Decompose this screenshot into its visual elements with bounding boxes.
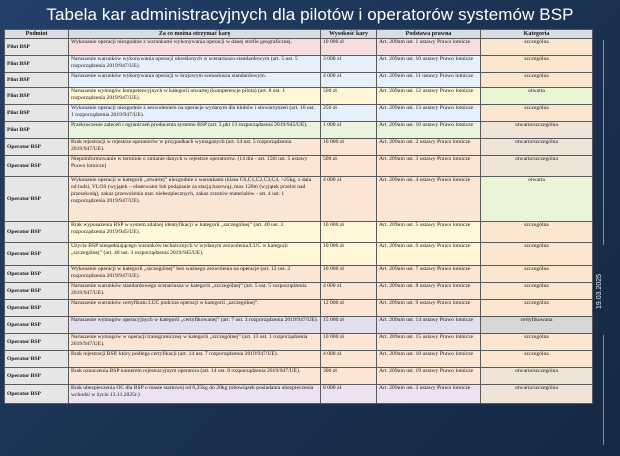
row-subject: Operator BSP <box>5 368 69 385</box>
column-header-subject: Podmiot <box>5 30 69 39</box>
row-legal-basis: Art. 209um ust. 18 ustawy Prawo lotnicze <box>377 351 481 368</box>
table-row <box>5 105 593 122</box>
row-category: otwarta/szczególna <box>481 385 593 404</box>
table-row <box>5 56 593 73</box>
row-legal-basis: Art. 209um ust. 4 ustawy Prawo lotnicze <box>377 177 481 222</box>
row-category: otwarta <box>481 177 593 222</box>
row-category: szczególna <box>481 266 593 283</box>
row-subject: Operator BSP <box>5 156 69 177</box>
row-subject: Pilot BSP <box>5 56 69 73</box>
column-header-legal-basis: Podstawa prawna <box>377 30 481 39</box>
row-subject: Operator BSP <box>5 243 69 266</box>
row-amount: 4 000 zł <box>321 351 377 368</box>
row-legal-basis: Art. 209um ust. 15 ustawy Prawo lotnicze <box>377 334 481 351</box>
row-amount: 4 000 zł <box>321 283 377 300</box>
table-row <box>5 177 593 222</box>
table-row <box>5 334 593 351</box>
row-category: otwarta/szczególna <box>481 368 593 385</box>
row-legal-basis: Art. 209um ust. 11 ustawy Prawo lotnicze <box>377 73 481 88</box>
row-amount: 10 000 zł <box>321 334 377 351</box>
row-category: szczególna <box>481 243 593 266</box>
row-category: szczególna <box>481 300 593 317</box>
row-subject: Operator BSP <box>5 266 69 283</box>
row-subject: Operator BSP <box>5 300 69 317</box>
row-reason: Naruszenie warunków wykonywania operacji określonych w scenariuszu standardowym (art. 5 ust. 5 rozporządzenia 2019/947/UE). <box>69 56 321 73</box>
row-reason: Wykonanie operacji niezgodnie z zezwoleniem na operacje wydanym dla klubów i stowarzyszeń (art. 16 ust. 1 rozporządzenia 2019/947/UE). <box>69 105 321 122</box>
row-reason: Przekroczenie zaleceń i ograniczeń producenta systemu BSP (art. 3 pkt 13 rozporządzenia 2019/945/UE). <box>69 122 321 139</box>
row-category: szczególna <box>481 73 593 88</box>
row-legal-basis: Art. 209um ust. 19 ustawy Prawo lotnicze <box>377 368 481 385</box>
row-reason: Brak ubezpieczenia OC dla BSP o masie startowej od 0,25kg do 20kg (obowiązek posiadania ubezpieczenia wchodzi w życie 13.11.2025r.) <box>69 385 321 404</box>
table-row <box>5 139 593 156</box>
row-reason: Wykonanie operacji w kategorii „otwartej” niezgodnie z warunkami (klasa C0,C1,C2,C3,C4, >25kg, z dala od ludzi, VLOS (wyjątek – obserwator lub podążanie za stacją bazową), max 120m (wyjątek przelot nad przeszkodą), zakaz przewożenia mat. niebezpiecznych, zakaz zrzutów materiałów - art. 4 ust. 1 rozporządzenia 2019/947/UE). <box>69 177 321 222</box>
row-category: otwarta <box>481 88 593 105</box>
row-legal-basis: Art. 209um ust. 16 ustawy Prawo lotnicze <box>377 122 481 139</box>
row-subject: Operator BSP <box>5 177 69 222</box>
table-row <box>5 39 593 56</box>
row-legal-basis: Art. 209um ust. 6 ustawy Prawo lotnicze <box>377 243 481 266</box>
row-category: szczególna <box>481 283 593 300</box>
row-amount: 10 000 zł <box>321 39 377 56</box>
row-amount: 15 000 zł <box>321 317 377 334</box>
row-amount: 4 000 zł <box>321 177 377 222</box>
row-subject: Operator BSP <box>5 222 69 243</box>
row-subject: Pilot BSP <box>5 105 69 122</box>
row-subject: Operator BSP <box>5 283 69 300</box>
row-category: szczególna <box>481 105 593 122</box>
row-category: szczególna <box>481 351 593 368</box>
row-amount: 10 000 zł <box>321 139 377 156</box>
row-reason: Naruszenie wymogów kompetencyjnych w kategorii otwartej (kompetencje pilota) (art. 8 ust. 1 rozporządzenia 2019/947/UE). <box>69 88 321 105</box>
row-subject: Operator BSP <box>5 351 69 368</box>
row-amount: 3 000 zł <box>321 56 377 73</box>
row-subject: Operator BSP <box>5 385 69 404</box>
row-category: otwarta/szczególna <box>481 156 593 177</box>
row-amount: 8 000 zł <box>321 385 377 404</box>
row-category: szczególna <box>481 56 593 73</box>
row-reason: Naruszenie warunków standardowego scenariusza w kategorii „szczególnej” (art. 5 ust. 5 rozporządzenia 2019/947/UE). <box>69 283 321 300</box>
table-row <box>5 243 593 266</box>
row-category: otwarta/szczególna <box>481 139 593 156</box>
row-legal-basis: Art. 209um ust. 7 ustawy Prawo lotnicze <box>377 266 481 283</box>
table-row <box>5 122 593 139</box>
row-legal-basis: Art. 209um ust. 9 ustawy Prawo lotnicze <box>377 300 481 317</box>
row-reason: Naruszenie warunków certyfikatu LUC podczas operacji w kategorii „szczególnej”. <box>69 300 321 317</box>
row-category: szczególna <box>481 39 593 56</box>
row-amount: 250 zł <box>321 105 377 122</box>
table-row <box>5 385 593 404</box>
row-subject: Operator BSP <box>5 317 69 334</box>
row-category: otwarta/szczególna <box>481 122 593 139</box>
table-body <box>5 39 593 404</box>
row-amount: 300 zł <box>321 368 377 385</box>
table-row <box>5 351 593 368</box>
row-category: szczególna <box>481 334 593 351</box>
row-reason: Naruszenie wymogów operacyjnych w kategorii „certyfikowanej” (art. 7 ust. 3 rozporządzenia 2019/947/UE). <box>69 317 321 334</box>
row-amount: 1 000 zł <box>321 122 377 139</box>
table-row <box>5 300 593 317</box>
table-row <box>5 368 593 385</box>
table-row <box>5 156 593 177</box>
column-header-category: Kategoria <box>481 30 593 39</box>
row-legal-basis: Art. 209um ust. 14 ustawy Prawo lotnicze <box>377 317 481 334</box>
side-divider-top <box>603 40 604 245</box>
row-amount: 12 000 zł <box>321 300 377 317</box>
row-amount: 4 000 zł <box>321 73 377 88</box>
table-row <box>5 88 593 105</box>
row-reason: Niepoinformowanie w terminie o zmianie danych w rejestrze operatorów. (14 dni - art. 156l ust. 5 ustawy Prawo lotnicze) <box>69 156 321 177</box>
row-legal-basis: Art. 209um ust. 2 ustawy Prawo lotnicze <box>377 139 481 156</box>
penalties-table <box>4 29 593 404</box>
table-row <box>5 222 593 243</box>
row-legal-basis: Art. 209um ust. 3 ustawy Prawo lotnicze <box>377 156 481 177</box>
row-reason: Użycie BSP niespełniającego warunków technicznych w wydanym zezwoleniu/LUC w kategorii „szczególnej” (art. 40 ust. 3 rozporządzenia 2019/945/UE). <box>69 243 321 266</box>
row-legal-basis: Art. 209um ust. 3 ustawy Prawo lotnicze <box>377 385 481 404</box>
row-subject: Pilot BSP <box>5 73 69 88</box>
table-row <box>5 283 593 300</box>
row-reason: Wykonanie operacji w kategorii „szczególnej” bez ważnego zezwolenia na operacje (art. 12 ust. 2 rozporządzenia 2019/947/UE). <box>69 266 321 283</box>
row-legal-basis: Art. 209um ust. 8 ustawy Prawo lotnicze <box>377 283 481 300</box>
table-row <box>5 73 593 88</box>
row-subject: Pilot BSP <box>5 88 69 105</box>
row-reason: Brak rejestracji BSP, który podlega certyfikacji (art. 14 ust. 7 rozporządzenia 2019/947/UE). <box>69 351 321 368</box>
table-row <box>5 266 593 283</box>
table-row <box>5 317 593 334</box>
row-amount: 10 000 zł <box>321 243 377 266</box>
row-legal-basis: Art. 209um ust. 12 ustawy Prawo lotnicze <box>377 88 481 105</box>
row-reason: Wykonanie operacji niezgodnie z warunkami wykonywania operacji w danej strefie geograficznej. <box>69 39 321 56</box>
row-reason: Naruszenie wymogów w operacji transgranicznej w kategorii „szczególnej” (art. 13 ust. 1 rozporządzenia 2019/947/UE). <box>69 334 321 351</box>
row-legal-basis: Art. 209um ust. 13 ustawy Prawo lotnicze <box>377 105 481 122</box>
row-amount: 500 zł <box>321 156 377 177</box>
row-amount: 10 000 zł <box>321 266 377 283</box>
row-reason: Naruszenie warunków wykonywania operacji w krajowym scenariuszu standardowym. <box>69 73 321 88</box>
side-divider-bottom <box>603 335 604 445</box>
row-legal-basis: Art. 209um ust. 10 ustawy Prawo lotnicze <box>377 56 481 73</box>
row-legal-basis: Art. 209um ust. 5 ustawy Prawo lotnicze <box>377 222 481 243</box>
row-subject: Operator BSP <box>5 139 69 156</box>
row-reason: Brak oznaczenia BSP numerem rejestracyjnym operatora (art. 14 ust. 8 rozporządzenia 2019/947/UE). <box>69 368 321 385</box>
row-amount: 500 zł <box>321 88 377 105</box>
row-subject: Operator BSP <box>5 334 69 351</box>
row-category: certyfikowana <box>481 317 593 334</box>
column-header-amount: Wysokość kary <box>321 30 377 39</box>
table-header-row <box>5 30 593 39</box>
page-title: Tabela kar administracyjnych dla pilotów i operatorów systemów BSP <box>46 5 574 24</box>
column-header-reason: Za co można otrzymać karę <box>69 30 321 39</box>
row-category: szczególna <box>481 222 593 243</box>
row-reason: Brak rejestracji w rejestrze operatorów w przypadkach wymaganych (art. 14 ust. 5 rozporządzenia 2019/947/UE). <box>69 139 321 156</box>
row-legal-basis: Art. 209um ust. 1 ustawy Prawo lotnicze <box>377 39 481 56</box>
side-date: 19.03.2025 <box>596 273 603 309</box>
row-reason: Brak wyposażenia BSP w system zdalnej identyfikacji w kategorii „szczególnej” (art. 40 ust. 3 rozporządzenia 2019/945/UE). <box>69 222 321 243</box>
row-subject: Pilot BSP <box>5 122 69 139</box>
row-amount: 10 000 zł <box>321 222 377 243</box>
row-subject: Pilot BSP <box>5 39 69 56</box>
